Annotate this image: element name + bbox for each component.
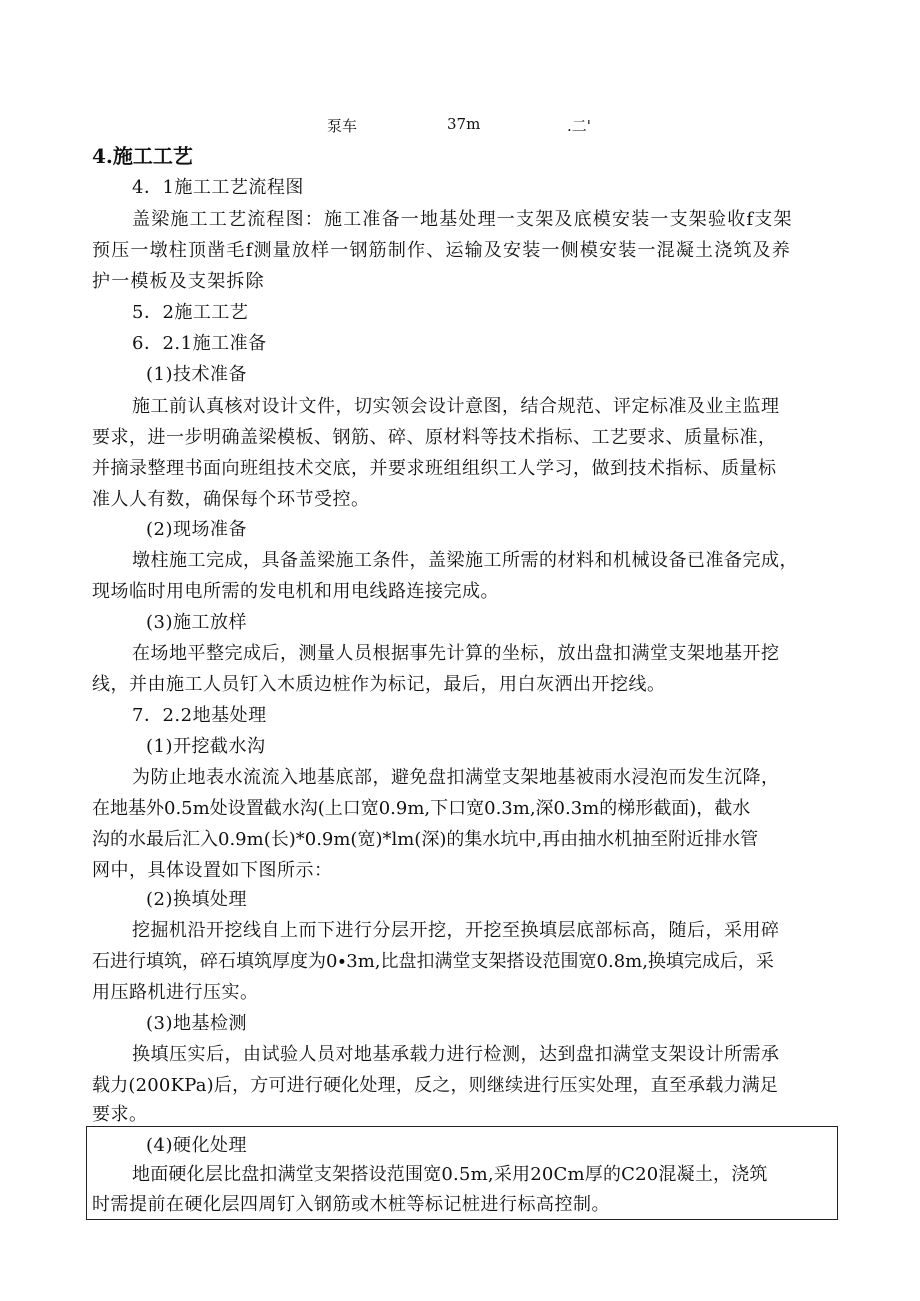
item-heading: (3)施工放样 [146, 612, 247, 633]
paragraph-line: 墩柱施工完成，具备盖梁施工条件，盖梁施工所需的材料和机械设备已准备完成， [132, 550, 798, 571]
equipment-spec: 37m [447, 115, 481, 133]
paragraph-line: 用压路机进行压实。 [92, 982, 259, 1003]
paragraph-line: 沟的水最后汇入0.9m(长)*0.9m(宽)*lm(深)的集水坑中,再由抽水机抽至附近排水管 [92, 829, 759, 850]
paragraph-line: 为防止地表水流流入地基底部，避免盘扣满堂支架地基被雨水浸泡而发生沉降， [132, 767, 780, 788]
subsection-heading: 5．2施工工艺 [132, 302, 249, 323]
paragraph-line: 现场临时用电所需的发电机和用电线路连接完成。 [92, 581, 499, 602]
item-heading: (1)技术准备 [146, 364, 247, 385]
paragraph-line: 网中，具体设置如下图所示： [92, 860, 333, 881]
equipment-name: 泵车 [327, 117, 358, 135]
paragraph-line: 要求。 [92, 1104, 148, 1125]
paragraph-line: 护一模板及支架拆除 [92, 271, 265, 292]
subsection-heading: 6．2.1施工准备 [132, 333, 267, 354]
paragraph-line: 并摘录整理书面向班组技术交底，并要求班组组织工人学习，做到技术指标、质量标 [92, 458, 777, 479]
table-fragment-row [0, 115, 920, 139]
paragraph-line: 换填压实后，由试验人员对地基承载力进行检测，达到盘扣满堂支架设计所需承 [132, 1044, 780, 1065]
paragraph-line: 载力(200KPa)后，方可进行硬化处理，反之，则继续进行压实处理，直至承载力满足 [92, 1075, 779, 1096]
item-heading: (4)硬化处理 [146, 1135, 247, 1156]
paragraph-line: 盖梁施工工艺流程图：施工准备一地基处理一支架及底模安装一支架验收f支架 [132, 209, 793, 230]
section-title: 4.施工工艺 [92, 144, 193, 168]
subsection-heading: 4．1施工工艺流程图 [132, 177, 304, 198]
paragraph-line: 施工前认真核对设计文件，切实领会设计意图，结合规范、评定标准及业主监理 [132, 396, 780, 417]
paragraph-line: 线，并由施工人员钉入木质边桩作为标记，最后，用白灰洒出开挖线。 [92, 674, 666, 695]
paragraph-line: 时需提前在硬化层四周钉入钢筋或木桩等标记桩进行标高控制。 [92, 1194, 610, 1215]
paragraph-line: 在地基外0.5m处设置截水沟(上口宽0.9m,下口宽0.3m,深0.3m的梯形截面)，截水 [92, 798, 751, 819]
paragraph-line: 石进行填筑，碎石填筑厚度为0∙3m,比盘扣满堂支架搭设范围宽0.8m,换填完成后，采 [92, 951, 774, 972]
paragraph-line: 要求，进一步明确盖梁模板、钢筋、碎、原材料等技术指标、工艺要求、质量标准， [92, 427, 777, 448]
equipment-qty: .二' [567, 117, 591, 135]
paragraph-line: 挖掘机沿开挖线自上而下进行分层开挖，开挖至换填层底部标高，随后，采用碎 [132, 920, 780, 941]
item-heading: (2)换填处理 [146, 889, 247, 910]
paragraph-line: 在场地平整完成后，测量人员根据事先计算的坐标，放出盘扣满堂支架地基开挖 [132, 643, 780, 664]
item-heading: (1)开挖截水沟 [146, 736, 266, 757]
paragraph-line: 准人人有数，确保每个环节受控。 [92, 489, 370, 510]
item-heading: (2)现场准备 [146, 519, 247, 540]
subsection-heading: 7．2.2地基处理 [132, 705, 267, 726]
item-heading: (3)地基检测 [146, 1013, 247, 1034]
paragraph-line: 预压一墩柱顶凿毛f测量放样一钢筋制作、运输及安装一侧模安装一混凝土浇筑及养 [92, 240, 792, 261]
paragraph-line: 地面硬化层比盘扣满堂支架搭设范围宽0.5m,采用20Cm厚的C20混凝土，浇筑 [132, 1164, 768, 1185]
